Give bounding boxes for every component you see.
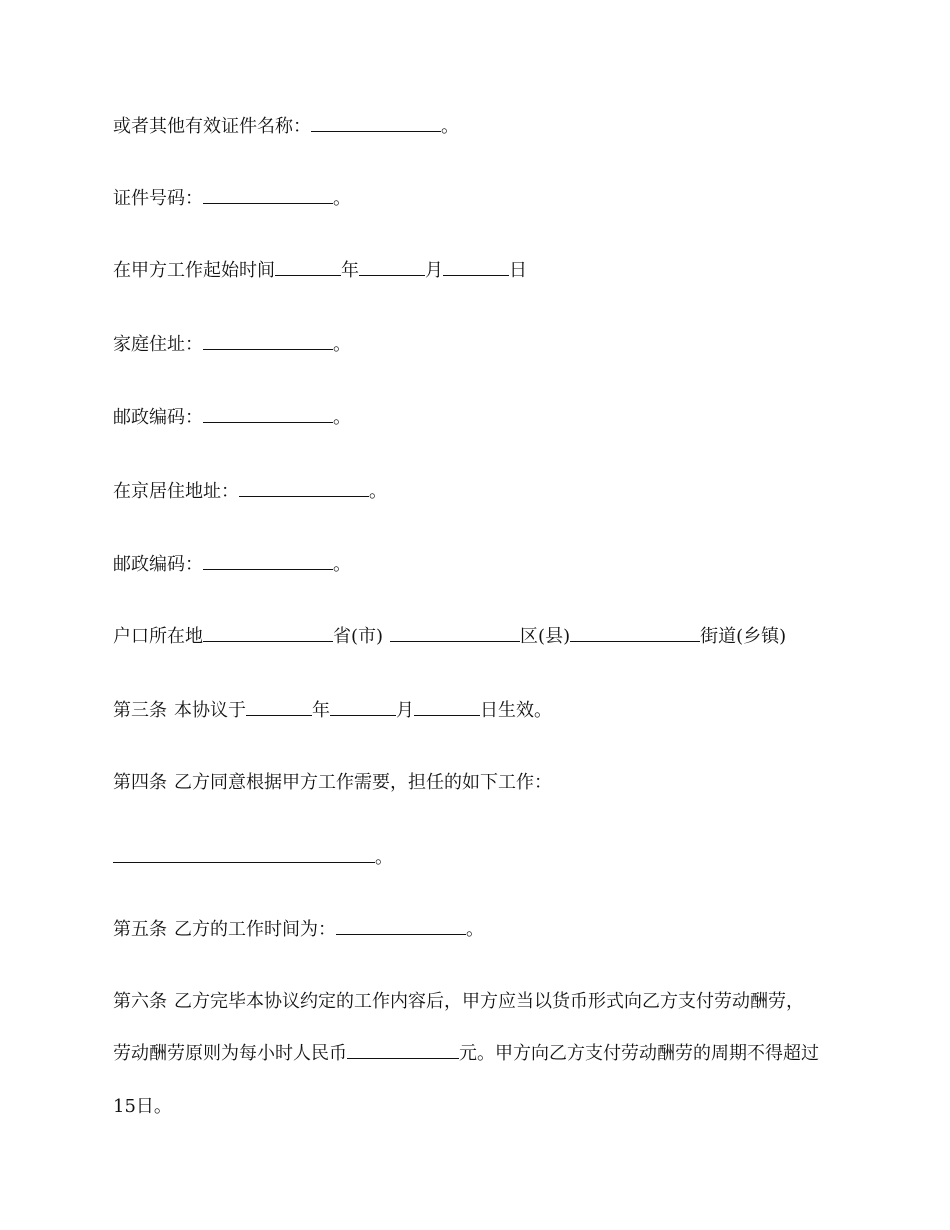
postal-code-blank[interactable]: [203, 552, 333, 570]
beijing-address-blank[interactable]: [239, 479, 369, 497]
year-label: 年: [341, 260, 359, 281]
postal-code-line-2: [113, 552, 351, 576]
start-month-blank[interactable]: [359, 258, 425, 276]
period: 。: [466, 919, 484, 940]
article-3-line: [113, 698, 552, 722]
street-blank[interactable]: [570, 624, 700, 642]
job-description-line: [113, 845, 393, 869]
effective-year-blank[interactable]: [246, 698, 312, 716]
article-5-number: 第五条: [113, 919, 167, 940]
id-document-name-line: [113, 114, 459, 138]
district-label: 区(县): [520, 626, 571, 647]
home-address-line: [113, 332, 351, 356]
start-day-blank[interactable]: [443, 258, 509, 276]
postal-code-blank[interactable]: [203, 405, 333, 423]
id-number-label: 证件号码：: [113, 188, 203, 209]
household-registration-line: [113, 624, 786, 648]
article-4-line: [113, 771, 552, 795]
province-blank[interactable]: [203, 624, 333, 642]
period: 。: [333, 334, 351, 355]
postal-code-label: 邮政编码：: [113, 554, 203, 575]
remuneration-label: 劳动酬劳原则为每小时人民币: [113, 1043, 347, 1064]
article-5-line: [113, 917, 484, 941]
period: 。: [375, 847, 393, 868]
article-6-text: 乙方完毕本协议约定的工作内容后，甲方应当以货币形式向乙方支付劳动酬劳，: [174, 991, 804, 1012]
beijing-address-line: [113, 479, 387, 503]
article-4-number: 第四条: [113, 772, 167, 793]
article-6-line: [113, 990, 804, 1014]
district-blank[interactable]: [390, 624, 520, 642]
province-label: 省(市): [333, 626, 384, 647]
start-date-line: [113, 258, 527, 282]
payment-period-line: [113, 1095, 172, 1119]
job-description-blank[interactable]: [113, 845, 375, 863]
period: 。: [333, 188, 351, 209]
year-label: 年: [312, 700, 330, 721]
postal-code-label: 邮政编码：: [113, 407, 203, 428]
postal-code-line-1: [113, 405, 351, 429]
article-3-number: 第三条: [113, 700, 167, 721]
period: 。: [333, 554, 351, 575]
article-6-number: 第六条: [113, 991, 167, 1012]
article-5-label: 乙方的工作时间为：: [174, 919, 336, 940]
hourly-rate-blank[interactable]: [347, 1041, 459, 1059]
article-4-text: 乙方同意根据甲方工作需要，担任的如下工作：: [174, 772, 552, 793]
month-label: 月: [396, 700, 414, 721]
home-address-blank[interactable]: [203, 332, 333, 350]
remuneration-line: [113, 1041, 819, 1065]
beijing-address-label: 在京居住地址：: [113, 481, 239, 502]
effective-day-blank[interactable]: [414, 698, 480, 716]
work-time-blank[interactable]: [336, 917, 466, 935]
effective-month-blank[interactable]: [330, 698, 396, 716]
household-registration-label: 户口所在地: [113, 626, 203, 647]
day-label: 日: [509, 260, 527, 281]
id-document-name-blank[interactable]: [311, 114, 441, 132]
start-date-label: 在甲方工作起始时间: [113, 260, 275, 281]
period: 。: [369, 481, 387, 502]
day-label: 日生效。: [480, 700, 552, 721]
id-number-blank[interactable]: [203, 186, 333, 204]
month-label: 月: [425, 260, 443, 281]
payment-period-text: 15日。: [113, 1096, 172, 1117]
id-number-line: [113, 186, 351, 210]
start-year-blank[interactable]: [275, 258, 341, 276]
id-document-name-label: 或者其他有效证件名称：: [113, 116, 311, 137]
period: 。: [333, 407, 351, 428]
period: 。: [441, 116, 459, 137]
street-label: 街道(乡镇): [700, 626, 787, 647]
article-3-label: 本协议于: [174, 700, 246, 721]
home-address-label: 家庭住址：: [113, 334, 203, 355]
remuneration-text: 元。甲方向乙方支付劳动酬劳的周期不得超过: [459, 1043, 819, 1064]
